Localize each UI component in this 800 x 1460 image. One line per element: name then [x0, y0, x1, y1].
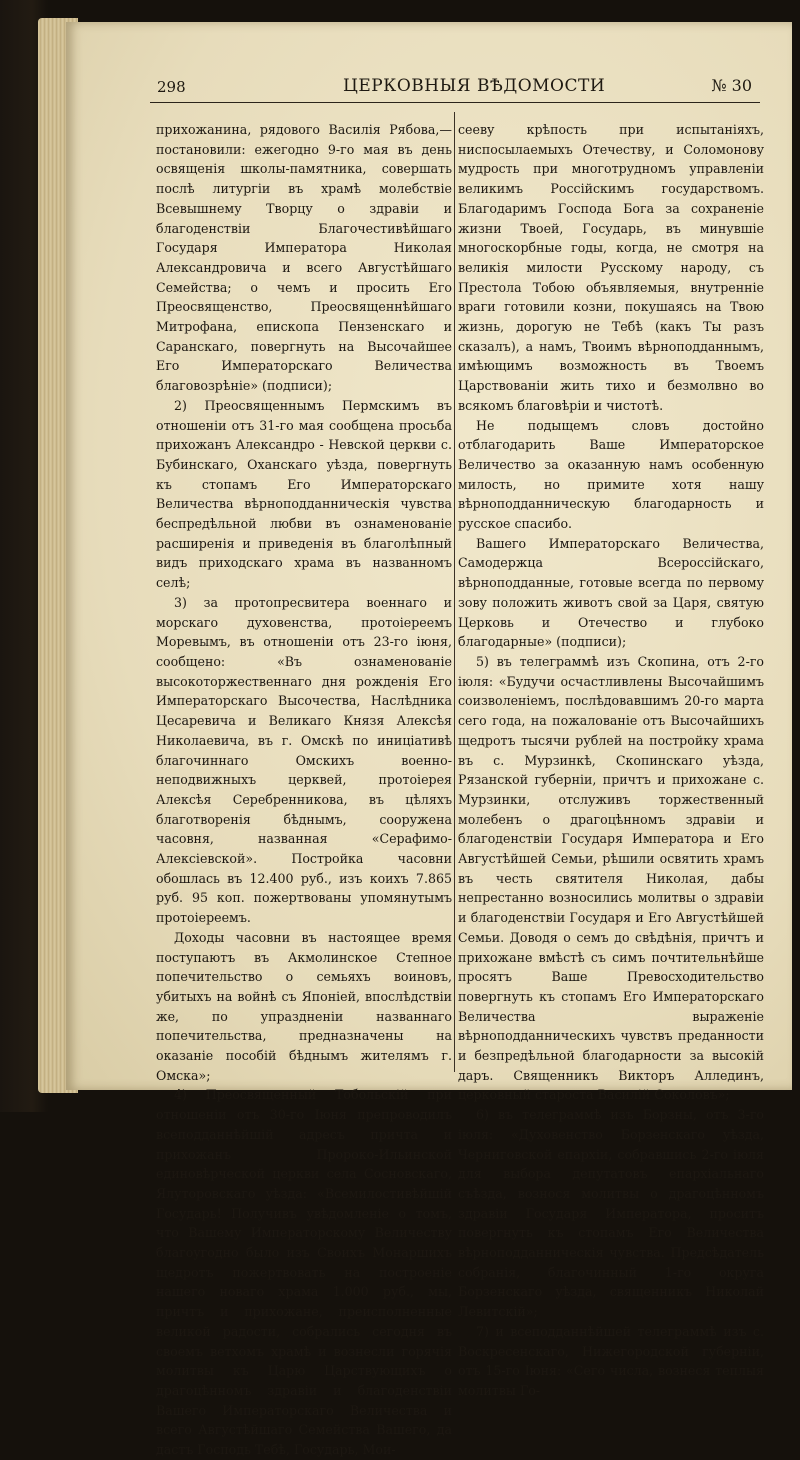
paragraph: 4) Преосвященный Тобольскій при отношеніи отъ 30-го Іюня препроводилъ всеподданнѣйшій адресъ причта и прихожанъ Пророко-Ильинской единовѣрческой церкви села Сосновскаго, Ялуторовскаго уѣзда: «Всемилостивѣйшій Государь! Получивъ увѣдомленіе о томъ, что Вашему Императорскому Величеству благоугодно было изъ Своихъ Монаршихъ щедротъ пожертвовать на построеніе нашего новаго храма 1.000 руб., мы, причтъ и прихожане, преисполненные великой радости, собрались сегодня въ своемъ ветхомъ храмѣ и вознесли горячія молитвы къ Царю Царствующихъ о драгоцѣнномъ здравіи и благоденствіи Вашего Императорскаго Величества и всего Августѣйшаго Семейства Вашего, да дастъ Господь Тебѣ, Государь, Мои-: [156, 1087, 452, 1458]
paragraph: 5) въ телеграммѣ изъ Скопина, отъ 2-го іюля: «Будучи осчастливлены Высочайшимъ соизволеніемъ, послѣдовавшимъ 20-го марта сего года, на пожалованіе отъ Высочайшихъ щедротъ тысячи рублей на постройку храма въ с. Мурзинкѣ, Скопинскаго уѣзда, Рязанской губерніи, причтъ и прихожане с. Мурзинки, отслуживъ торжественный молебенъ о драгоцѣнномъ здравіи и благоденствіи Государя Императора и Его Августѣйшей Семьи, рѣшили освятить храмъ въ честь святителя Николая, дабы непрестанно возносились молитвы о здравіи и благоденствіи Государя и Его Августѣйшей Семьи. Доводя о семъ до свѣдѣнія, причтъ и прихожане вмѣстѣ съ симъ почтительнѣйше просятъ Ваше Превосходительство повергнуть къ стопамъ Его Императорскаго Величества выраженіе вѣрноподданническихъ чувствъ преданности и безпредѣльной благодарности за высокій даръ. Священникъ Викторъ Аллединъ, церковный староста Василій Соколовъ»;: [458, 653, 764, 1103]
issue-number: № 30: [711, 76, 752, 95]
page-number: 298: [157, 78, 186, 96]
page-header: [150, 76, 760, 103]
left-text-column: [156, 120, 452, 1458]
paragraph: сееву крѣпость при испытаніяхъ, ниспосылаемыхъ Отечеству, и Соломонову мудрость при многотрудномъ управленіи великимъ Россійскимъ государствомъ. Благодаримъ Господа Бога за сохраненіе жизни Твоей, Государь, въ минувшіе многоскорбные годы, когда, не смотря на великія милости Русскому народу, съ Престола Тобою объявляемыя, внутренніе враги готовили козни, покушаясь на Твою жизнь, дорогую не Тебѣ (какъ Ты разъ сказалъ), а намъ, Твоимъ вѣрноподданнымъ, имѣющимъ возможность въ Твоемъ Царствованіи жить тихо и безмолвно во всякомъ благовѣріи и чистотѣ.: [458, 122, 764, 413]
paragraph: 2) Преосвященнымъ Пермскимъ въ отношеніи отъ 31-го мая сообщена просьба прихожанъ Александро - Невской церкви с. Бубинскаго, Оханскаго уѣзда, повергнуть къ стопамъ Его Императорскаго Величества вѣрноподданническія чувства беспредѣльной любви въ ознаменованіе расширенія и приведенія въ благолѣпный видъ приходскаго храма въ названномъ селѣ;: [156, 397, 452, 591]
paragraph: прихожанина, рядового Василія Рябова,—постановили: ежегодно 9-го мая въ день освященія школы-памятника, совершать послѣ литургіи въ храмѣ молебствіе Всевышнему Творцу о здравіи и благоденствіи Благочестивѣйшаго Государя Императора Николая Александровича и всего Августѣйшаго Семейства; о чемъ и просить Его Преосвященство, Преосвященнѣйшаго Митрофана, епископа Пензенскаго и Саранскаго, повергнуть на Высочайшее Его Императорскаго Величества благовозрѣніе» (подписи);: [156, 122, 452, 394]
paragraph: Доходы часовни въ настоящее время поступаютъ въ Акмолинское Степное попечительство о семьяхъ воиновъ, убитыхъ на войнѣ съ Японіей, впослѣдствіи же, по упраздненіи названнаго попечительства, предназначены на оказаніе пособій бѣднымъ жителямъ г. Омска»;: [156, 929, 452, 1083]
journal-title: ЦЕРКОВНЫЯ ВѢДОМОСТИ: [343, 76, 606, 96]
right-text-column: [458, 120, 764, 1398]
paragraph: 7) и всеподданнѣйшей телеграммѣ изъ с. Воскресенскаго, Нижегородской губерніи, отъ 15-го Іюня: «Сего числа, вознеся теплыя молитвы Го-: [458, 1323, 764, 1398]
paragraph: 6) въ телеграммѣ изъ Борзны, отъ 3-го іюля: «Духовенство Борзенскаго уѣзда, Черниговской епархіи, собравшись 2-го іюля для выбора депутатовъ епархіальнаго съѣзда, вознося молитвы о драгоцѣнномъ здравіи Государя Императора, проситъ повергнуть къ стопамъ Его Величества вѣрноподданническія чувства. Предсѣдатель собранія, благочинный 1-го округа Борзенскаго уѣзда, священникъ Николай Левитскій»;: [458, 1107, 764, 1320]
paragraph: Не подыщемъ словъ достойно отблагодарить Ваше Императорское Величество за оказанную намъ особенную милость, но примите хотя нашу вѣрноподданническую благодарность и русское спасибо.: [458, 417, 764, 532]
paragraph: 3) за протопресвитера военнаго и морскаго духовенства, протоіереемъ Моревымъ, въ отношеніи отъ 23-го іюня, сообщено: «Въ ознаменованіе высокоторжественнаго дня рожденія Его Императорскаго Высочества, Наслѣдника Цесаревича и Великаго Князя Алексѣя Николаевича, въ г. Омскѣ по иниціативѣ благочиннаго Омскихъ военно-неподвижныхъ церквей, протоіерея Алексѣя Серебренникова, въ цѣляхъ благотворенія бѣднымъ, сооружена часовня, названная «Серафимо-Алексіевской». Постройка часовни обошлась въ 12.400 руб., изъ коихъ 7.865 руб. 95 коп. пожертвованы упомянутымъ протоіереемъ.: [156, 594, 452, 926]
paragraph: Вашего Императорскаго Величества, Самодержца Всероссійскаго, вѣрноподданные, готовые всегда по первому зову положить животъ свой за Царя, святую Церковь и Отечество и глубоко благодарные» (подписи);: [458, 535, 764, 650]
column-divider: [454, 112, 455, 1072]
